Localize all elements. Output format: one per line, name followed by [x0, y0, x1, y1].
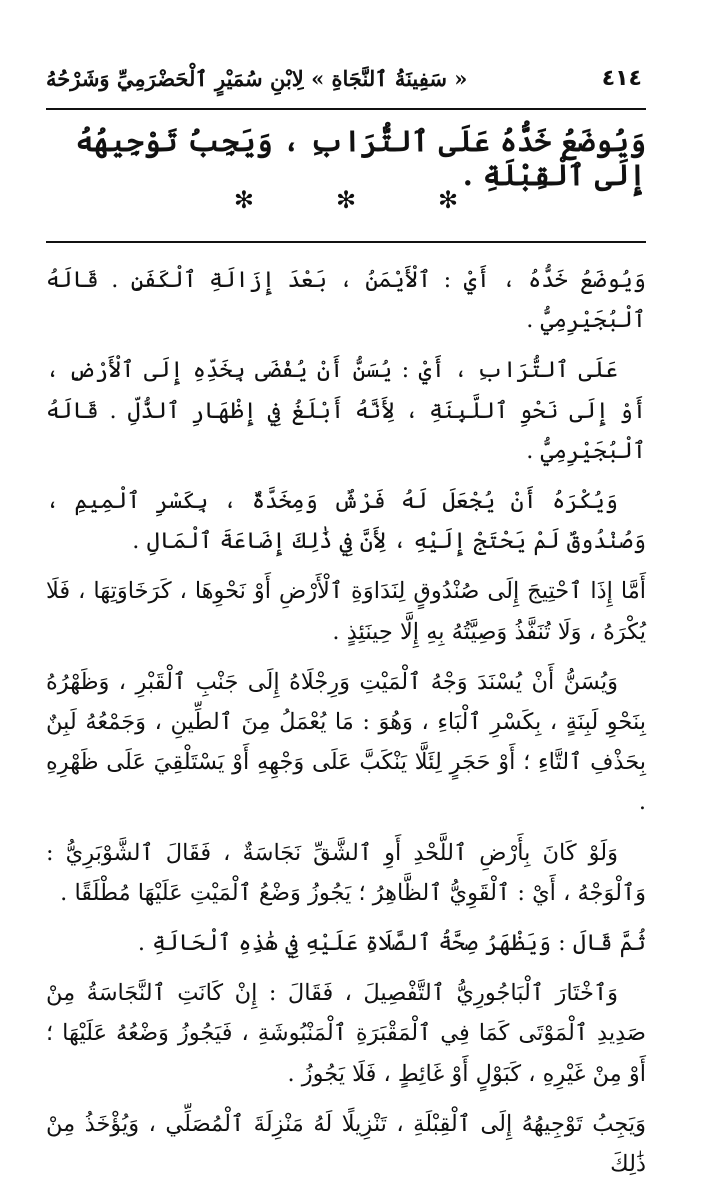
commentary-paragraph: وَلَوْ كَانَ بِأَرْضِ ٱللَّحْدِ أَوِ ٱلشَّقِّ نَجَاسَةٌ ، فَقَالَ ٱلشَّوْبَرِيُّ : وَٱلْوَجْهُ ، أَيْ : ٱلْقَوِيُّ ٱلظَّاهِرُ ؛ يَجُوزُ وَضْعُ ٱلْمَيْتِ عَلَيْهَا مُطْلَقًا . — [46, 839, 646, 906]
star-ornament: ✻ — [233, 186, 254, 214]
commentary-paragraph: وَيَجِبُ تَوْجِيهُهُ إِلَى ٱلْقِبْلَةِ ، تَنْزِيلًا لَهُ مَنْزِلَةَ ٱلْمُصَلِّي ، وَيُؤْخَذُ مِنْ ذَٰلِكَ — [46, 1110, 646, 1178]
commentary-paragraph: وَٱخْتَارَ ٱلْبَاجُورِيُّ ٱلتَّفْصِيلَ ، فَقَالَ : إِنْ كَانَتِ ٱلنَّجَاسَةُ مِنْ صَدِيدِ ٱلْمَوْتَى كَمَا فِي ٱلْمَقْبَرَةِ ٱلْمَنْبُوشَةِ ، فَيَجُوزُ وَضْعُهُ عَلَيْهَا ؛ أَوْ مِنْ غَيْرِهِ ، كَبَوْلٍ أَوْ غَائِطٍ ، فَلَا يَجُوزُ . — [46, 980, 646, 1087]
commentary-body — [46, 260, 646, 1194]
matn-text: وَيُوضَعُ خَدُّهُ عَلَى ٱلتُّرَابِ ، وَيَجِبُ تَوْجِيهُهُ إِلَى ٱلْقِبْلَةِ . — [75, 124, 646, 192]
commentary-paragraph: وَيُكْرَهُ أَنْ يُجْعَلَ لَهُ فَرْشٌ وَمِخَدَّةٌ ، بِكَسْرِ ٱلْمِيمِ ، وَصُنْدُوقٌ لَمْ يَحْتَجْ إِلَيْهِ ، لِأَنَّ فِي ذَٰلِكَ إِضَاعَةَ ٱلْمَالِ . — [46, 488, 646, 555]
header-rule — [46, 108, 646, 110]
commentary-paragraph: ثُمَّ قَالَ : وَيَظْهَرُ صِحَّةُ ٱلصَّلَاةِ عَلَيْهِ فِي هَٰذِهِ ٱلْحَالَةِ . — [137, 930, 646, 957]
star-ornament: ✻ — [438, 186, 459, 214]
star-ornament: ✻ — [335, 186, 357, 214]
running-header — [46, 64, 646, 104]
running-title: « سَفِينَةُ ٱلنَّجَاةِ » لِابْنِ سُمَيْرٍ ٱلْحَضْرَمِيِّ وَشَرْحُهُ — [46, 66, 468, 91]
matn-commentary-divider — [46, 241, 646, 243]
commentary-paragraph: عَلَى ٱلتُّرَابِ ، أَيْ : يُسَنُّ أَنْ يُفْضَى بِخَدِّهِ إِلَى ٱلْأَرْضِ ، أَوْ إِلَى نَحْوِ ٱللَّبِنَةِ ، لِأَنَّهُ أَبْلَغُ فِي إِظْهَارِ ٱلذُّلِّ . قَالَهُ ٱلْبُجَيْرِمِيُّ . — [46, 357, 646, 464]
commentary-paragraph: وَيُوضَعُ خَدُّهُ ، أَيْ : ٱلْأَيْمَنُ ، بَعْدَ إِزَالَةِ ٱلْكَفَنِ . قَالَهُ ٱلْبُجَيْرِمِيُّ . — [46, 267, 646, 334]
page-number: ٤١٤ — [601, 66, 642, 91]
section-separator — [46, 186, 646, 216]
commentary-paragraph: أَمَّا إِذَا ٱحْتِيجَ إِلَى صُنْدُوقٍ لِنَدَاوَةِ ٱلْأَرْضِ أَوْ نَحْوِهَا ، كَرَخَاوَتِهَا ، فَلَا يُكْرَهُ ، وَلَا تُنَفَّذُ وَصِيَّتُهُ بِهِ إِلَّا حِينَئِذٍ . — [46, 578, 646, 645]
commentary-paragraph: وَيُسَنُّ أَنْ يُسْنَدَ وَجْهُ ٱلْمَيْتِ وَرِجْلَاهُ إِلَى جَنْبِ ٱلْقَبْرِ ، وَظَهْرُهُ بِنَحْوِ لَبِنَةٍ ، بِكَسْرِ ٱلْبَاءِ ، وَهُوَ : مَا يُعْمَلُ مِنَ ٱلطِّينِ ، وَجَمْعُهُ لَبِنٌ بِحَذْفِ ٱلتَّاءِ ؛ أَوْ حَجَرٍ لِئَلَّا يَنْكَبَّ عَلَى وَجْهِهِ أَوْ يَسْتَلْقِيَ عَلَى ظَهْرِهِ . — [46, 668, 646, 816]
